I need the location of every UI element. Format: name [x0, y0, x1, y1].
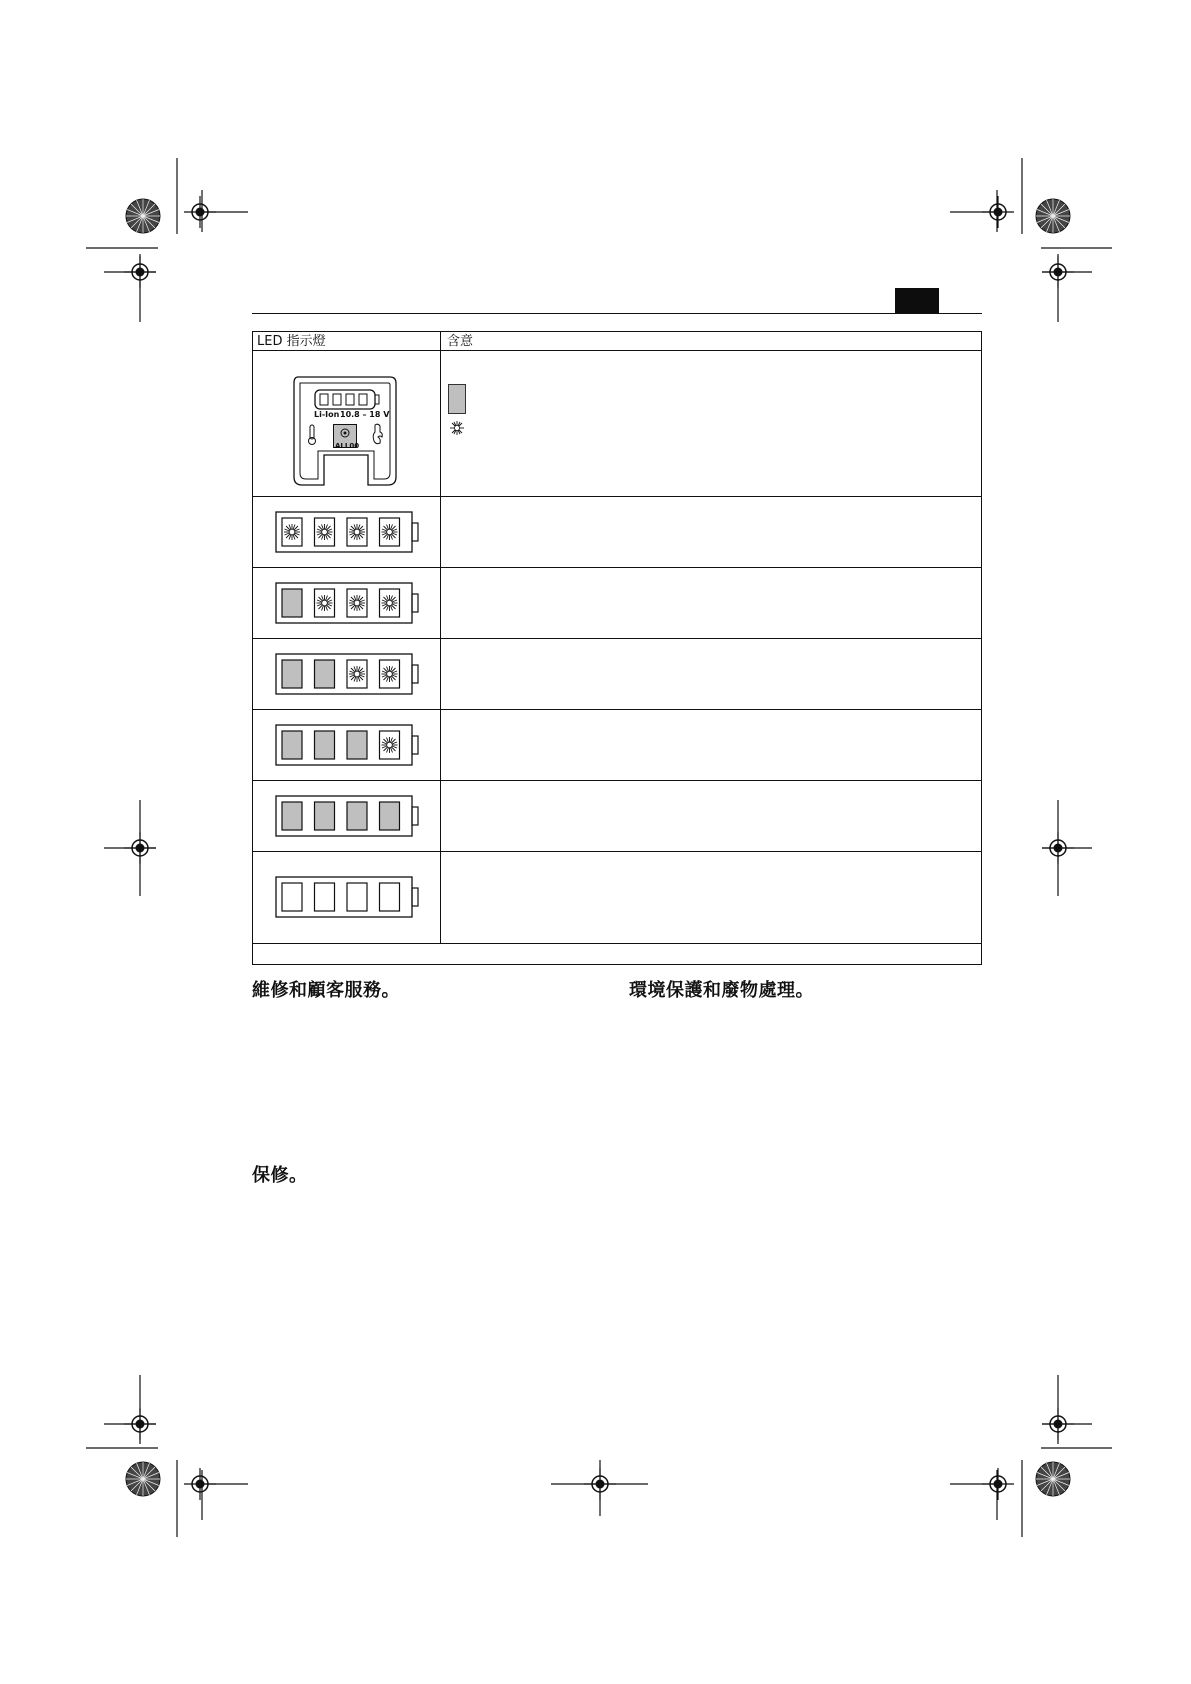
model-label: ALL00	[335, 442, 360, 450]
flashing-led-icon	[382, 595, 398, 611]
flashing-led-icon	[349, 595, 365, 611]
hand-icon	[372, 423, 384, 445]
header-led: LED 指示燈	[257, 334, 326, 349]
led-solid	[282, 802, 302, 830]
row-divider	[252, 780, 982, 781]
battery-gauge-icon	[272, 508, 422, 556]
heading-environment: 環境保護和廢物處理。	[629, 980, 814, 1001]
header-row-divider	[252, 350, 982, 351]
thermometer-icon	[307, 424, 317, 446]
flashing-led-icon	[349, 524, 365, 540]
flashing-led-icon	[349, 666, 365, 682]
battery-terminal	[412, 594, 418, 612]
heading-warranty: 保修。	[252, 1165, 308, 1186]
voltage-label: 10.8 – 18 V	[340, 410, 390, 419]
flashing-led-icon	[382, 737, 398, 753]
led-solid	[347, 802, 367, 830]
row-divider	[252, 638, 982, 639]
battery-gauge-icon	[272, 579, 422, 627]
battery-gauge-icon	[272, 873, 422, 921]
led-solid	[315, 731, 335, 759]
battery-terminal	[412, 736, 418, 754]
led-solid	[282, 731, 302, 759]
flashing-led-icon	[284, 524, 300, 540]
flashing-led-icon	[382, 666, 398, 682]
flashing-led-icon	[450, 421, 464, 435]
battery-terminal	[412, 665, 418, 683]
header-rule	[252, 313, 982, 314]
led-solid	[315, 802, 335, 830]
solid-led-icon	[448, 384, 466, 414]
row-divider	[252, 851, 982, 852]
battery-gauge-icon	[272, 792, 422, 840]
led-off	[315, 883, 335, 911]
battery-terminal	[412, 523, 418, 541]
led-solid	[315, 660, 335, 688]
flashing-led-icon	[317, 524, 333, 540]
chemistry-label: Li-Ion	[314, 410, 340, 419]
row-divider	[252, 567, 982, 568]
row-divider	[252, 709, 982, 710]
led-solid	[347, 731, 367, 759]
flashing-led-icon	[382, 524, 398, 540]
led-solid	[282, 660, 302, 688]
heading-service: 維修和顧客服務。	[252, 980, 400, 1001]
page-tab	[895, 288, 939, 313]
battery-gauge-icon	[272, 650, 422, 698]
battery-gauge-icon	[272, 721, 422, 769]
led-solid	[380, 802, 400, 830]
battery-terminal	[412, 807, 418, 825]
led-solid	[282, 589, 302, 617]
led-off	[347, 883, 367, 911]
footer-row-divider	[252, 943, 982, 944]
header-meaning: 含意	[447, 334, 474, 349]
led-off	[380, 883, 400, 911]
row-divider	[252, 496, 982, 497]
battery-outline-icon	[314, 389, 380, 411]
battery-terminal	[412, 888, 418, 906]
flashing-led-icon	[317, 595, 333, 611]
led-off	[282, 883, 302, 911]
